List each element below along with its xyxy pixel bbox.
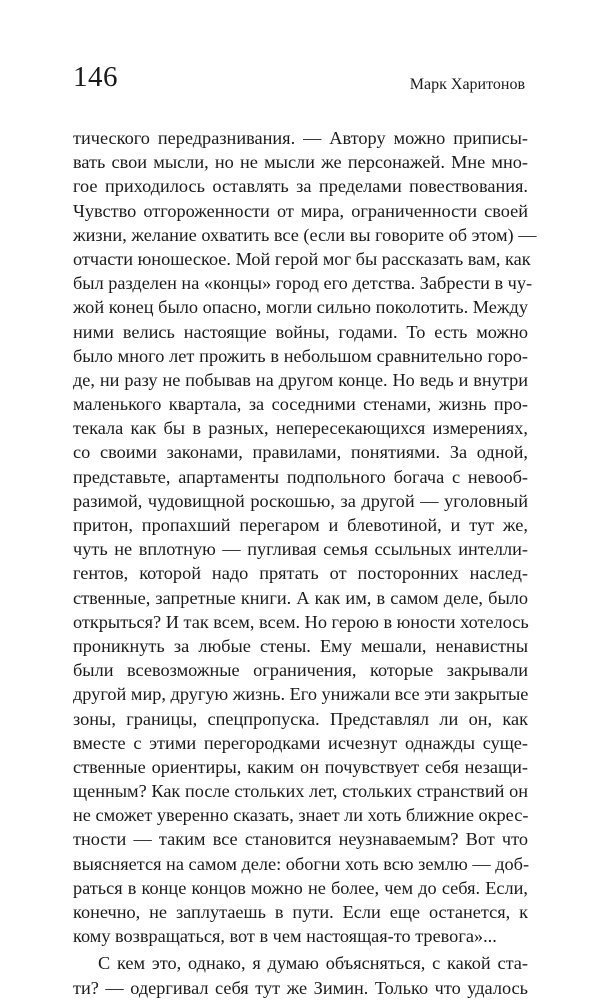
text-line: щенным? Как после стольких лет, стольких странствий он <box>73 781 528 802</box>
text-line: жизни, желание охватить все (если вы говорите об этом) — <box>73 224 537 245</box>
text-line: гентов, которой надо прятать от посторонних наслед- <box>73 563 528 584</box>
text-line: открыться? И так всем, всем. Но герою в юности хотелось <box>73 611 529 632</box>
text-line: раться в конце концов можно не более, чем до себя. Если, <box>73 877 528 898</box>
paragraph-1 <box>73 126 537 948</box>
text-line: со своими законами, правилами, понятиями. За одной, <box>73 442 528 463</box>
text-line: были всевозможные ограничения, которые закрывали <box>73 660 528 681</box>
running-head-author: Марк Харитонов <box>409 76 525 93</box>
paragraph-2 <box>73 951 528 999</box>
text-line: чуть не вплотную — пугливая семья ссыльных интелли- <box>73 539 528 560</box>
text-line: проникнуть за любые стены. Ему мешали, ненавистны <box>73 635 528 656</box>
text-line: ственные ориентиры, каким он почувствует себя незащи- <box>73 756 528 777</box>
text-line: вместе с этими перегородками исчезнут однажды суще- <box>73 732 528 753</box>
text-line: притон, пропахший перегаром и блевотиной, и тут же, <box>73 515 528 535</box>
text-line: был разделен на «концы» город его детства. Забрести в чу- <box>73 273 533 294</box>
text-line: ними велись настоящие войны, годами. То есть можно <box>73 321 528 342</box>
text-line: Чувство отгороженности от мира, ограниченности своей <box>73 200 528 221</box>
text-line: не сможет уверенно сказать, знает ли хоть ближние окрес- <box>73 805 529 826</box>
text-line: маленького квартала, за соседними стенами, жизнь про- <box>73 394 528 415</box>
text-line: С кем это, однако, я думаю объясняться, с какой ста- <box>98 953 528 974</box>
text-line: представьте, апартаменты подпольного богача с невооб- <box>73 466 528 487</box>
text-line: гое приходилось оставлять за пределами повествования. <box>73 176 528 197</box>
text-line: зоны, границы, спецпропуска. Представлял ли он, как <box>73 708 528 729</box>
text-line: конечно, не заплутаешь в пути. Если еще останется, к <box>73 902 528 922</box>
text-line: отчасти юношеское. Мой герой мог бы рассказать вам, как <box>73 248 531 269</box>
text-line: кому возвращаться, вот в чем настоящая-то тревога»... <box>73 926 497 947</box>
text-line: ственные, запретные книги. А как им, в самом деле, было <box>73 587 528 608</box>
text-line: было много лет прожить в небольшом сравнительно горо- <box>73 345 528 366</box>
page-number: 146 <box>73 61 118 93</box>
text-line: текала как бы в разных, непересекающихся измерениях, <box>73 418 528 439</box>
text-line: другой мир, другую жизнь. Его унижали все эти закрытые <box>73 684 529 705</box>
text-line: ти? — одергивал себя тут же Зимин. Только что удалось <box>73 977 528 998</box>
text-line: вать свои мысли, но не мысли же персонажей. Мне мно- <box>73 152 528 173</box>
text-line: тности — таким все становится неузнаваемым? Вот что <box>73 829 528 850</box>
body-text <box>73 126 537 1000</box>
text-line: разимой, чудовищной роскошью, за другой — уголовный <box>73 490 528 511</box>
text-line: де, ни разу не побывав на другом конце. Но ведь и внутри <box>73 369 528 390</box>
text-line: выясняется на самом деле: обогни хоть всю землю — доб- <box>73 853 530 874</box>
text-line: тического передразнивания. — Автору можно приписы- <box>73 128 528 148</box>
text-line: жой конец было опасно, могли сильно поколотить. Между <box>73 297 528 318</box>
